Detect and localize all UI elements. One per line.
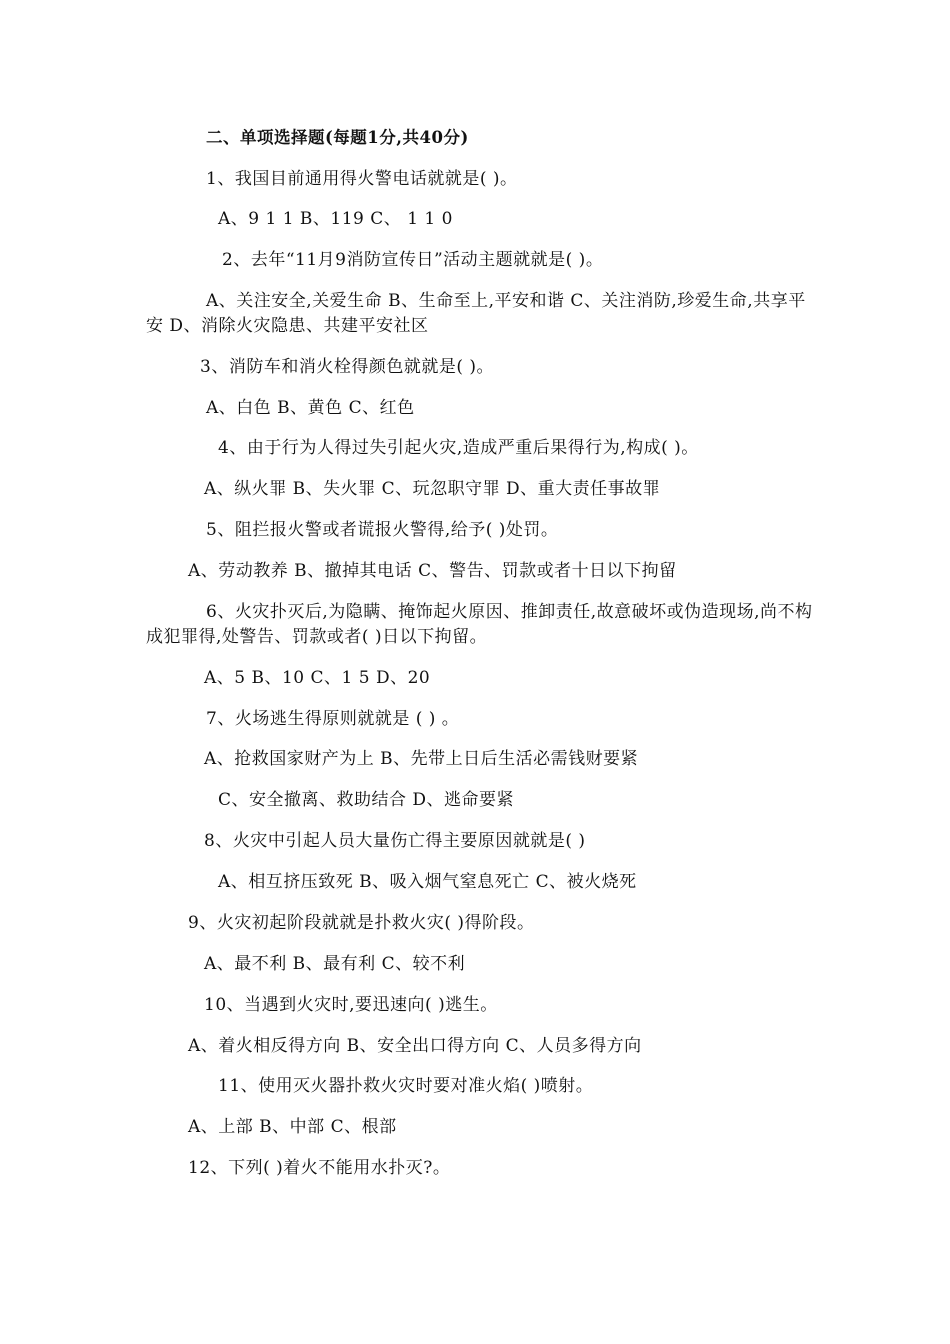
question-3: 3、消防车和消火栓得颜色就就是( )。 bbox=[200, 357, 494, 377]
options-7a: A、抢救国家财产为上 B、先带上日后生活必需钱财要紧 bbox=[204, 749, 639, 769]
question-1: 1、我国目前通用得火警电话就就是( )。 bbox=[206, 169, 518, 189]
question-10: 10、当遇到火灾时,要迅速向( )逃生。 bbox=[204, 995, 498, 1015]
question-6-text: 6、火灾扑灭后,为隐瞒、掩饰起火原因、推卸责任,故意破坏或伪造现场,尚不构成犯罪得,处警告、罚款或者( )日以下拘留。 bbox=[146, 602, 813, 647]
options-9: A、最不利 B、最有利 C、较不利 bbox=[204, 954, 466, 974]
options-4: A、纵火罪 B、失火罪 C、玩忽职守罪 D、重大责任事故罪 bbox=[204, 479, 661, 499]
question-7: 7、火场逃生得原则就就是 ( ) 。 bbox=[206, 709, 460, 729]
options-7b: C、安全撤离、救助结合 D、逃命要紧 bbox=[218, 790, 515, 810]
options-5: A、劳动教养 B、撤掉其电话 C、警告、罚款或者十日以下拘留 bbox=[188, 561, 677, 581]
question-5: 5、阻拦报火警或者谎报火警得,给予( )处罚。 bbox=[206, 520, 559, 540]
options-10: A、着火相反得方向 B、安全出口得方向 C、人员多得方向 bbox=[188, 1036, 642, 1056]
options-1: A、9 1 1 B、119 C、 1 1 0 bbox=[218, 209, 453, 229]
question-11: 11、使用灭火器扑救火灾时要对准火焰( )喷射。 bbox=[218, 1076, 594, 1096]
options-11: A、上部 B、中部 C、根部 bbox=[188, 1117, 397, 1137]
options-2 bbox=[146, 289, 814, 339]
options-6: A、5 B、10 C、1 5 D、20 bbox=[204, 668, 431, 688]
options-8: A、相互挤压致死 B、吸入烟气窒息死亡 C、被火烧死 bbox=[218, 872, 637, 892]
question-12: 12、下列( )着火不能用水扑灭?。 bbox=[188, 1158, 451, 1178]
section-title: 二、单项选择题(每题1分,共40分) bbox=[206, 128, 469, 147]
question-4: 4、由于行为人得过失引起火灾,造成严重后果得行为,构成( )。 bbox=[218, 438, 699, 458]
question-6 bbox=[146, 600, 814, 650]
question-9: 9、火灾初起阶段就就是扑救火灾( )得阶段。 bbox=[188, 913, 535, 933]
question-8: 8、火灾中引起人员大量伤亡得主要原因就就是( ) bbox=[204, 831, 586, 851]
question-2: 2、去年“11月9消防宣传日”活动主题就就是( )。 bbox=[222, 250, 604, 270]
options-3: A、白色 B、黄色 C、红色 bbox=[206, 398, 415, 418]
options-2-text: A、关注安全,关爱生命 B、生命至上,平安和谐 C、关注消防,珍爱生命,共享平安 D、消除火灾隐患、共建平安社区 bbox=[146, 291, 806, 336]
